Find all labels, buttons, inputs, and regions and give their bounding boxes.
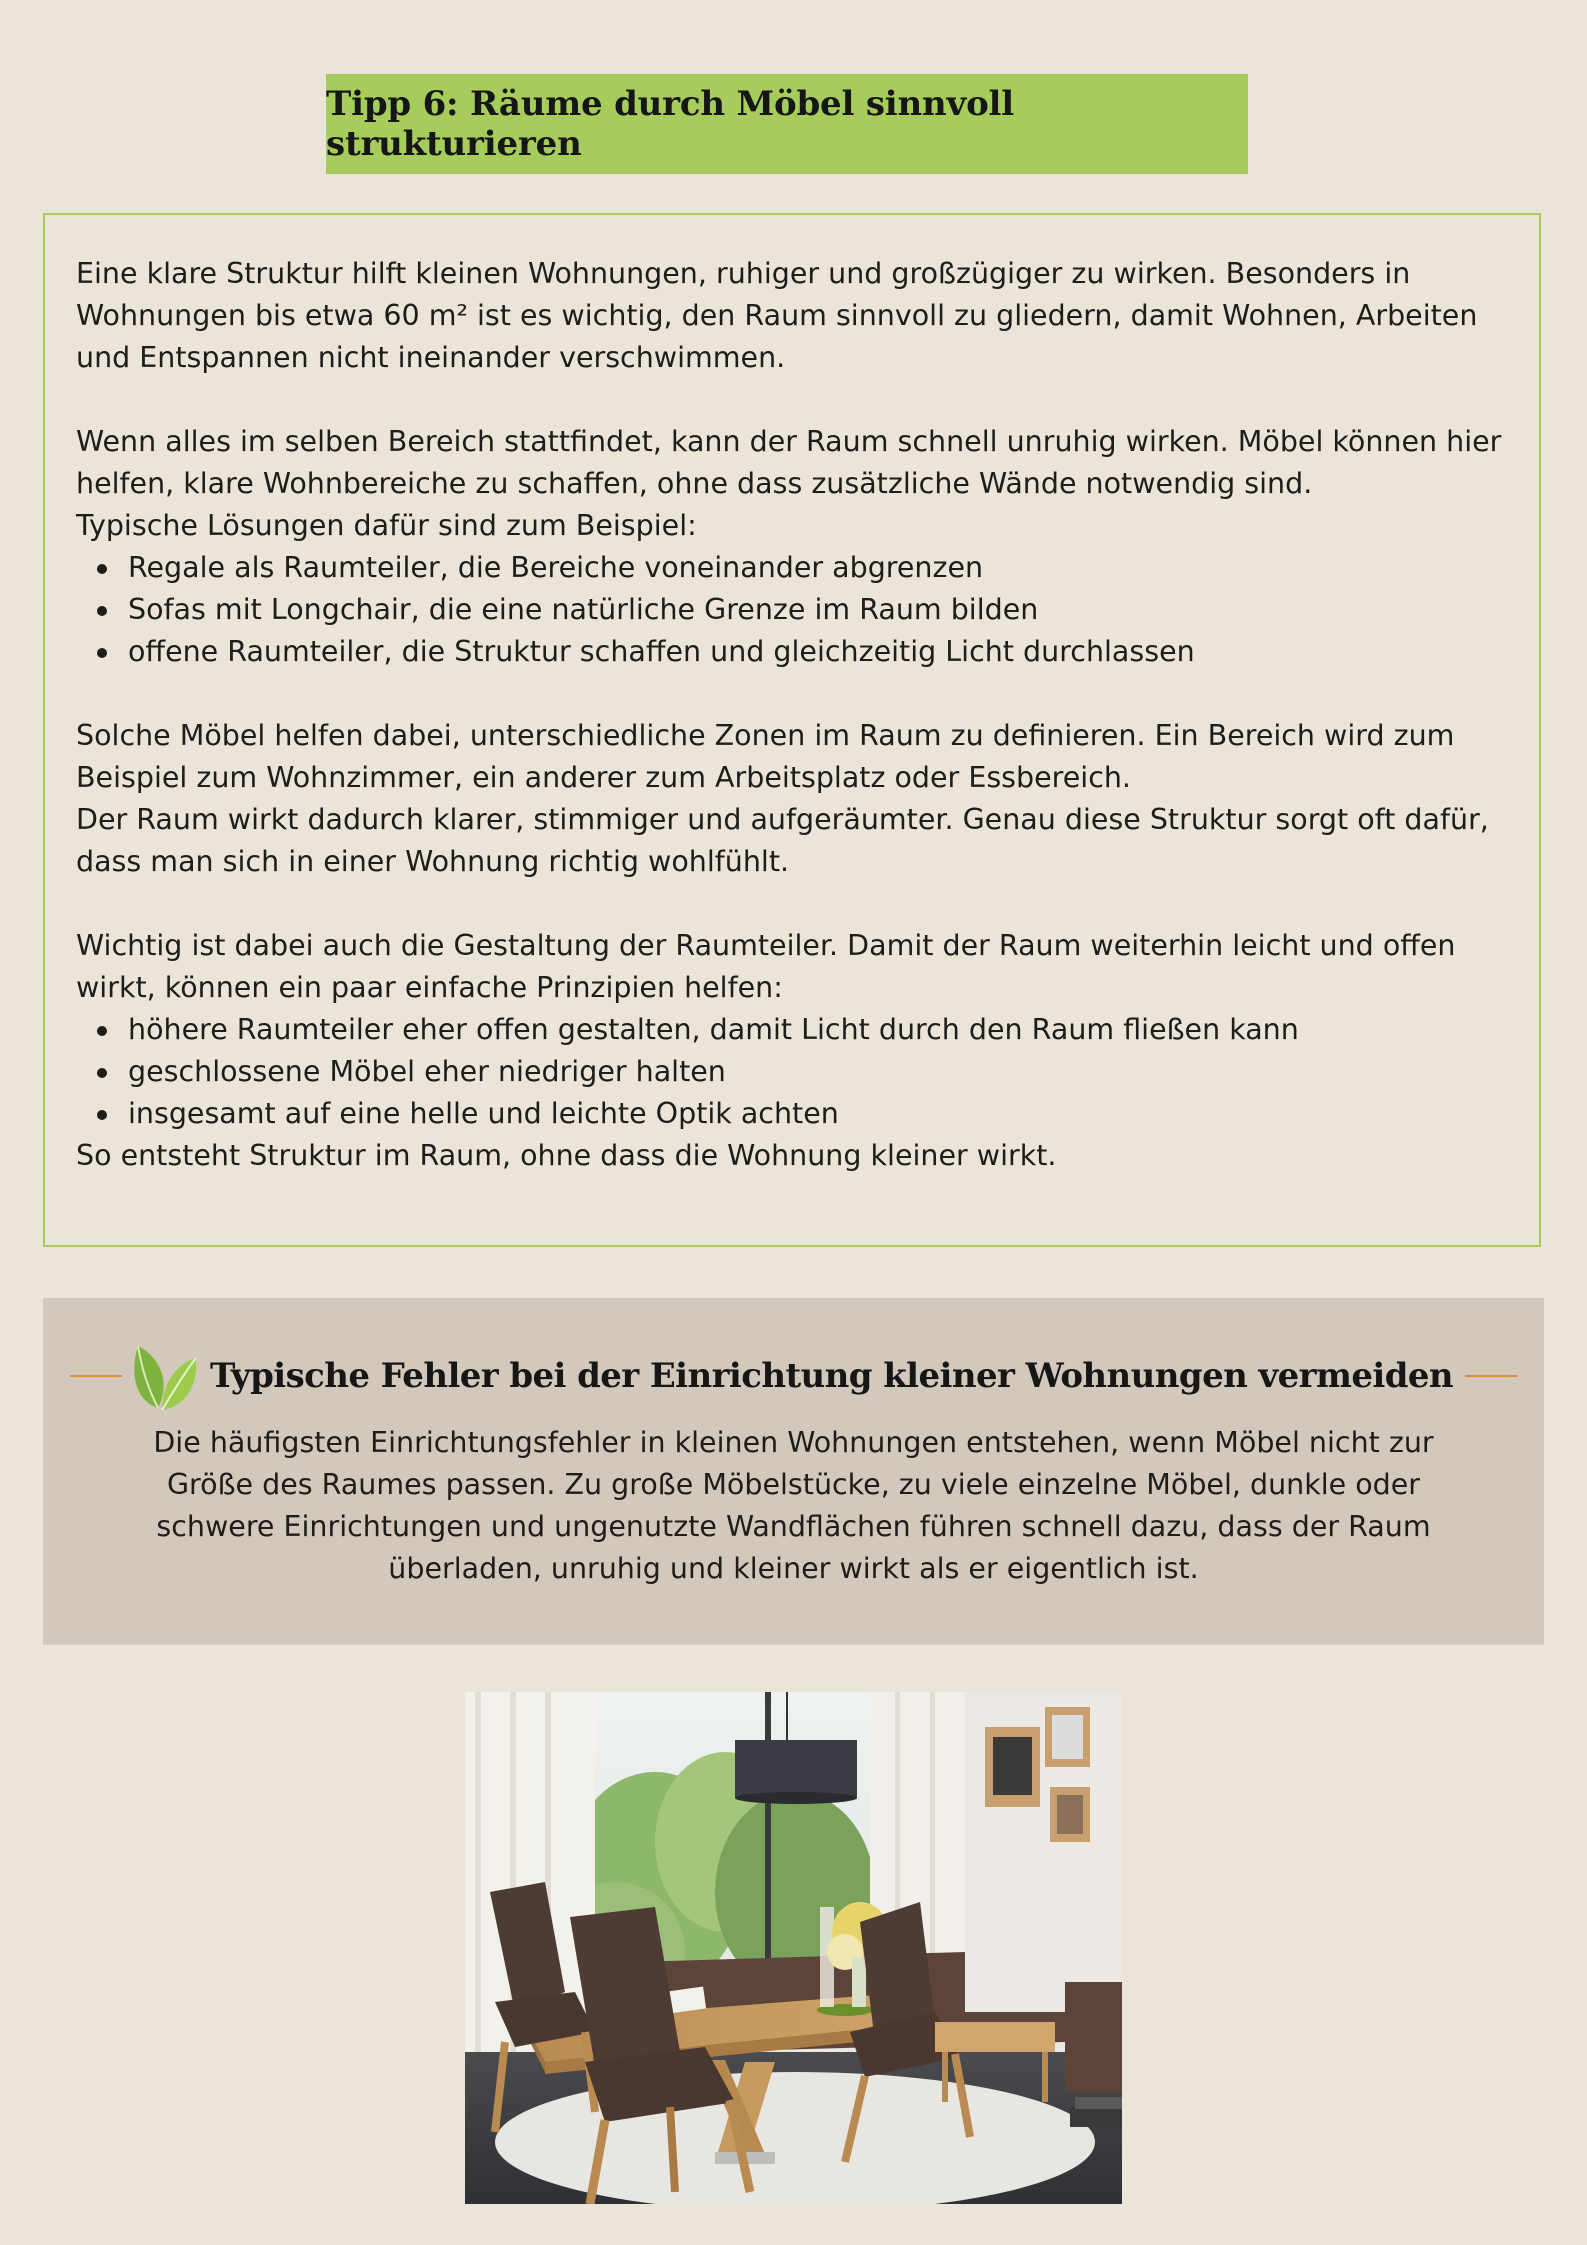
paragraph-solutions-lead: Typische Lösungen dafür sind zum Beispiel: (76, 509, 697, 542)
list-item: geschlossene Möbel eher niedriger halten (97, 1051, 1509, 1093)
list-item: höhere Raumteiler eher offen gestalten, damit Licht durch den Raum fließen kann (97, 1009, 1509, 1051)
paragraph-effect: Der Raum wirkt dadurch klarer, stimmiger und aufgeräumter. Genau diese Struktur sorgt oft dafür, dass man sich in einer Wohnung richtig wohlfühlt. (76, 803, 1489, 878)
tip-heading: Typische Fehler bei der Einrichtung kleiner Wohnungen vermeiden (209, 1356, 1454, 1396)
leaf-icon (128, 1340, 198, 1412)
solutions-list (76, 547, 1509, 673)
list-item: offene Raumteiler, die Struktur schaffen und gleichzeitig Licht durchlassen (97, 631, 1509, 673)
principles-list (76, 1009, 1509, 1135)
paragraph-zones: Wenn alles im selben Bereich stattfindet, kann der Raum schnell unruhig wirken. Möbel können hier helfen, klare Wohnbereiche zu schaffen, ohne dass zusätzliche Wände notwendig sind. (76, 425, 1502, 500)
tip-box (43, 1298, 1544, 1645)
page-title: Tipp 6: Räume durch Möbel sinnvoll strukturieren (326, 84, 1014, 164)
divider-line-left (70, 1375, 122, 1377)
paragraph-principles-lead: Wichtig ist dabei auch die Gestaltung der Raumteiler. Damit der Raum weiterhin leicht und offen wirkt, können ein paar einfache Prinzipien helfen: (76, 929, 1456, 1004)
list-item: insgesamt auf eine helle und leichte Optik achten (97, 1093, 1509, 1135)
paragraph-intro: Eine klare Struktur hilft kleinen Wohnungen, ruhiger und großzügiger zu wirken. Besonders in Wohnungen bis etwa 60 m² ist es wichtig, den Raum sinnvoll zu gliedern, damit Wohnen, Arbeiten und Entspannen nicht ineinander verschwimmen. (76, 257, 1478, 374)
tip-text: Die häufigsten Einrichtungsfehler in kleinen Wohnungen entstehen, wenn Möbel nicht zur Größe des Raumes passen. Zu große Möbelstücke, zu viele einzelne Möbel, dunkle oder schwere Einrichtungen und ungenutzte Wandflächen führen schnell dazu, dass der Raum überladen, unruhig und kleiner wirkt als er eigentlich ist. (153, 1426, 1434, 1585)
list-item: Regale als Raumteiler, die Bereiche voneinander abgrenzen (97, 547, 1509, 589)
content-box (43, 213, 1541, 1247)
list-item: Sofas mit Longchair, die eine natürliche Grenze im Raum bilden (97, 589, 1509, 631)
dining-room-photo (465, 1692, 1122, 2204)
tip-heading-row (43, 1340, 1544, 1412)
paragraph-conclusion: So entsteht Struktur im Raum, ohne dass die Wohnung kleiner wirkt. (76, 1139, 1057, 1172)
paragraph-define-zones: Solche Möbel helfen dabei, unterschiedliche Zonen im Raum zu definieren. Ein Bereich wird zum Beispiel zum Wohnzimmer, ein anderer zum Arbeitsplatz oder Essbereich. (76, 719, 1455, 794)
title-banner (326, 74, 1248, 174)
divider-line-right (1465, 1375, 1517, 1377)
